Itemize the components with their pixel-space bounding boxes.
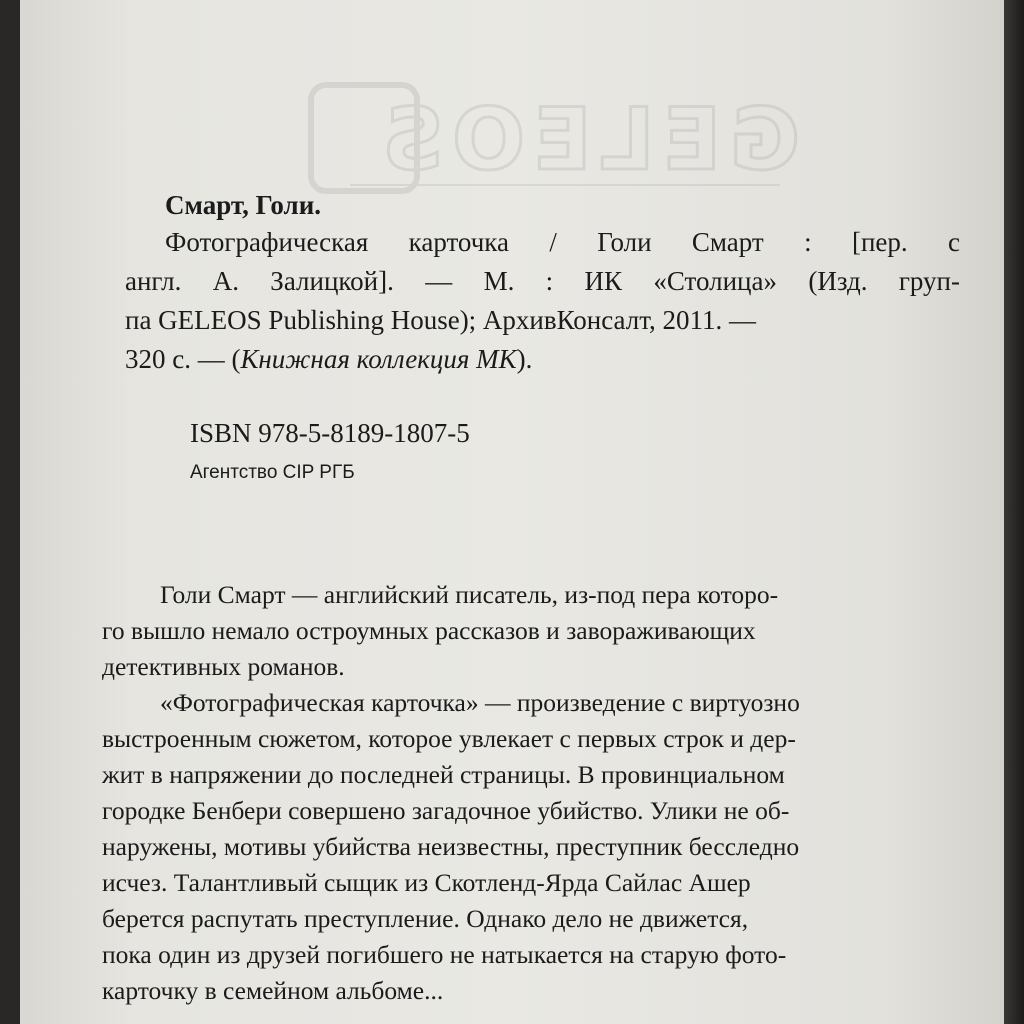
book-page [20, 0, 1004, 1024]
watermark-logo-text: GELEOS [374, 90, 800, 190]
annotation-line-10: берется распутать преступление. Однако дело не движется, [102, 904, 749, 933]
annotation-line-1: Голи Смарт — английский писатель, из-под пера которо- [160, 580, 779, 609]
book-binding-edge [1004, 0, 1024, 1024]
publisher-logo-watermark [300, 72, 820, 202]
series-title: Книжная коллекция МК [240, 344, 517, 374]
annotation-line-4: «Фотографическая карточка» — произведение с виртуозно [160, 688, 800, 717]
annotation-line-2: го вышло немало остроумных рассказов и завораживающих [102, 616, 756, 645]
catalog-line-3: па GELEOS Publishing House); АрхивКонсалт, 2011. — [125, 305, 757, 335]
catalog-line-4: 320 с. — (Книжная коллекция МК). [125, 344, 533, 374]
annotation-line-3: детективных романов. [102, 652, 345, 681]
annotation-line-5: выстроенным сюжетом, которое увлекает с первых строк и дер- [102, 724, 796, 753]
catalog-line-2: англ. А. Залицкой]. — М. : ИК «Столица» (Изд. груп- [125, 266, 960, 296]
logo-mark-icon [308, 82, 420, 194]
annotation-line-7: городке Бенбери совершено загадочное убийство. Улики не об- [102, 796, 790, 825]
catalog-line-1: Фотографическая карточка / Голи Смарт : [пер. с [165, 227, 960, 257]
annotation-line-11: пока один из друзей погибшего не натыкается на старую фото- [102, 940, 787, 969]
cip-agency: Агентство CIP РГБ [190, 462, 355, 483]
annotation-line-12: карточку в семейном альбоме... [102, 976, 444, 1005]
annotation-line-9: исчез. Талантливый сыщик из Скотленд-Ярда Сайлас Ашер [102, 868, 751, 897]
annotation-line-8: наружены, мотивы убийства неизвестны, преступник бесследно [102, 832, 800, 861]
isbn: ISBN 978-5-8189-1807-5 [190, 418, 470, 448]
annotation-line-6: жит в напряжении до последней страницы. В провинциальном [102, 760, 785, 789]
author-heading: Смарт, Голи. [165, 190, 322, 220]
